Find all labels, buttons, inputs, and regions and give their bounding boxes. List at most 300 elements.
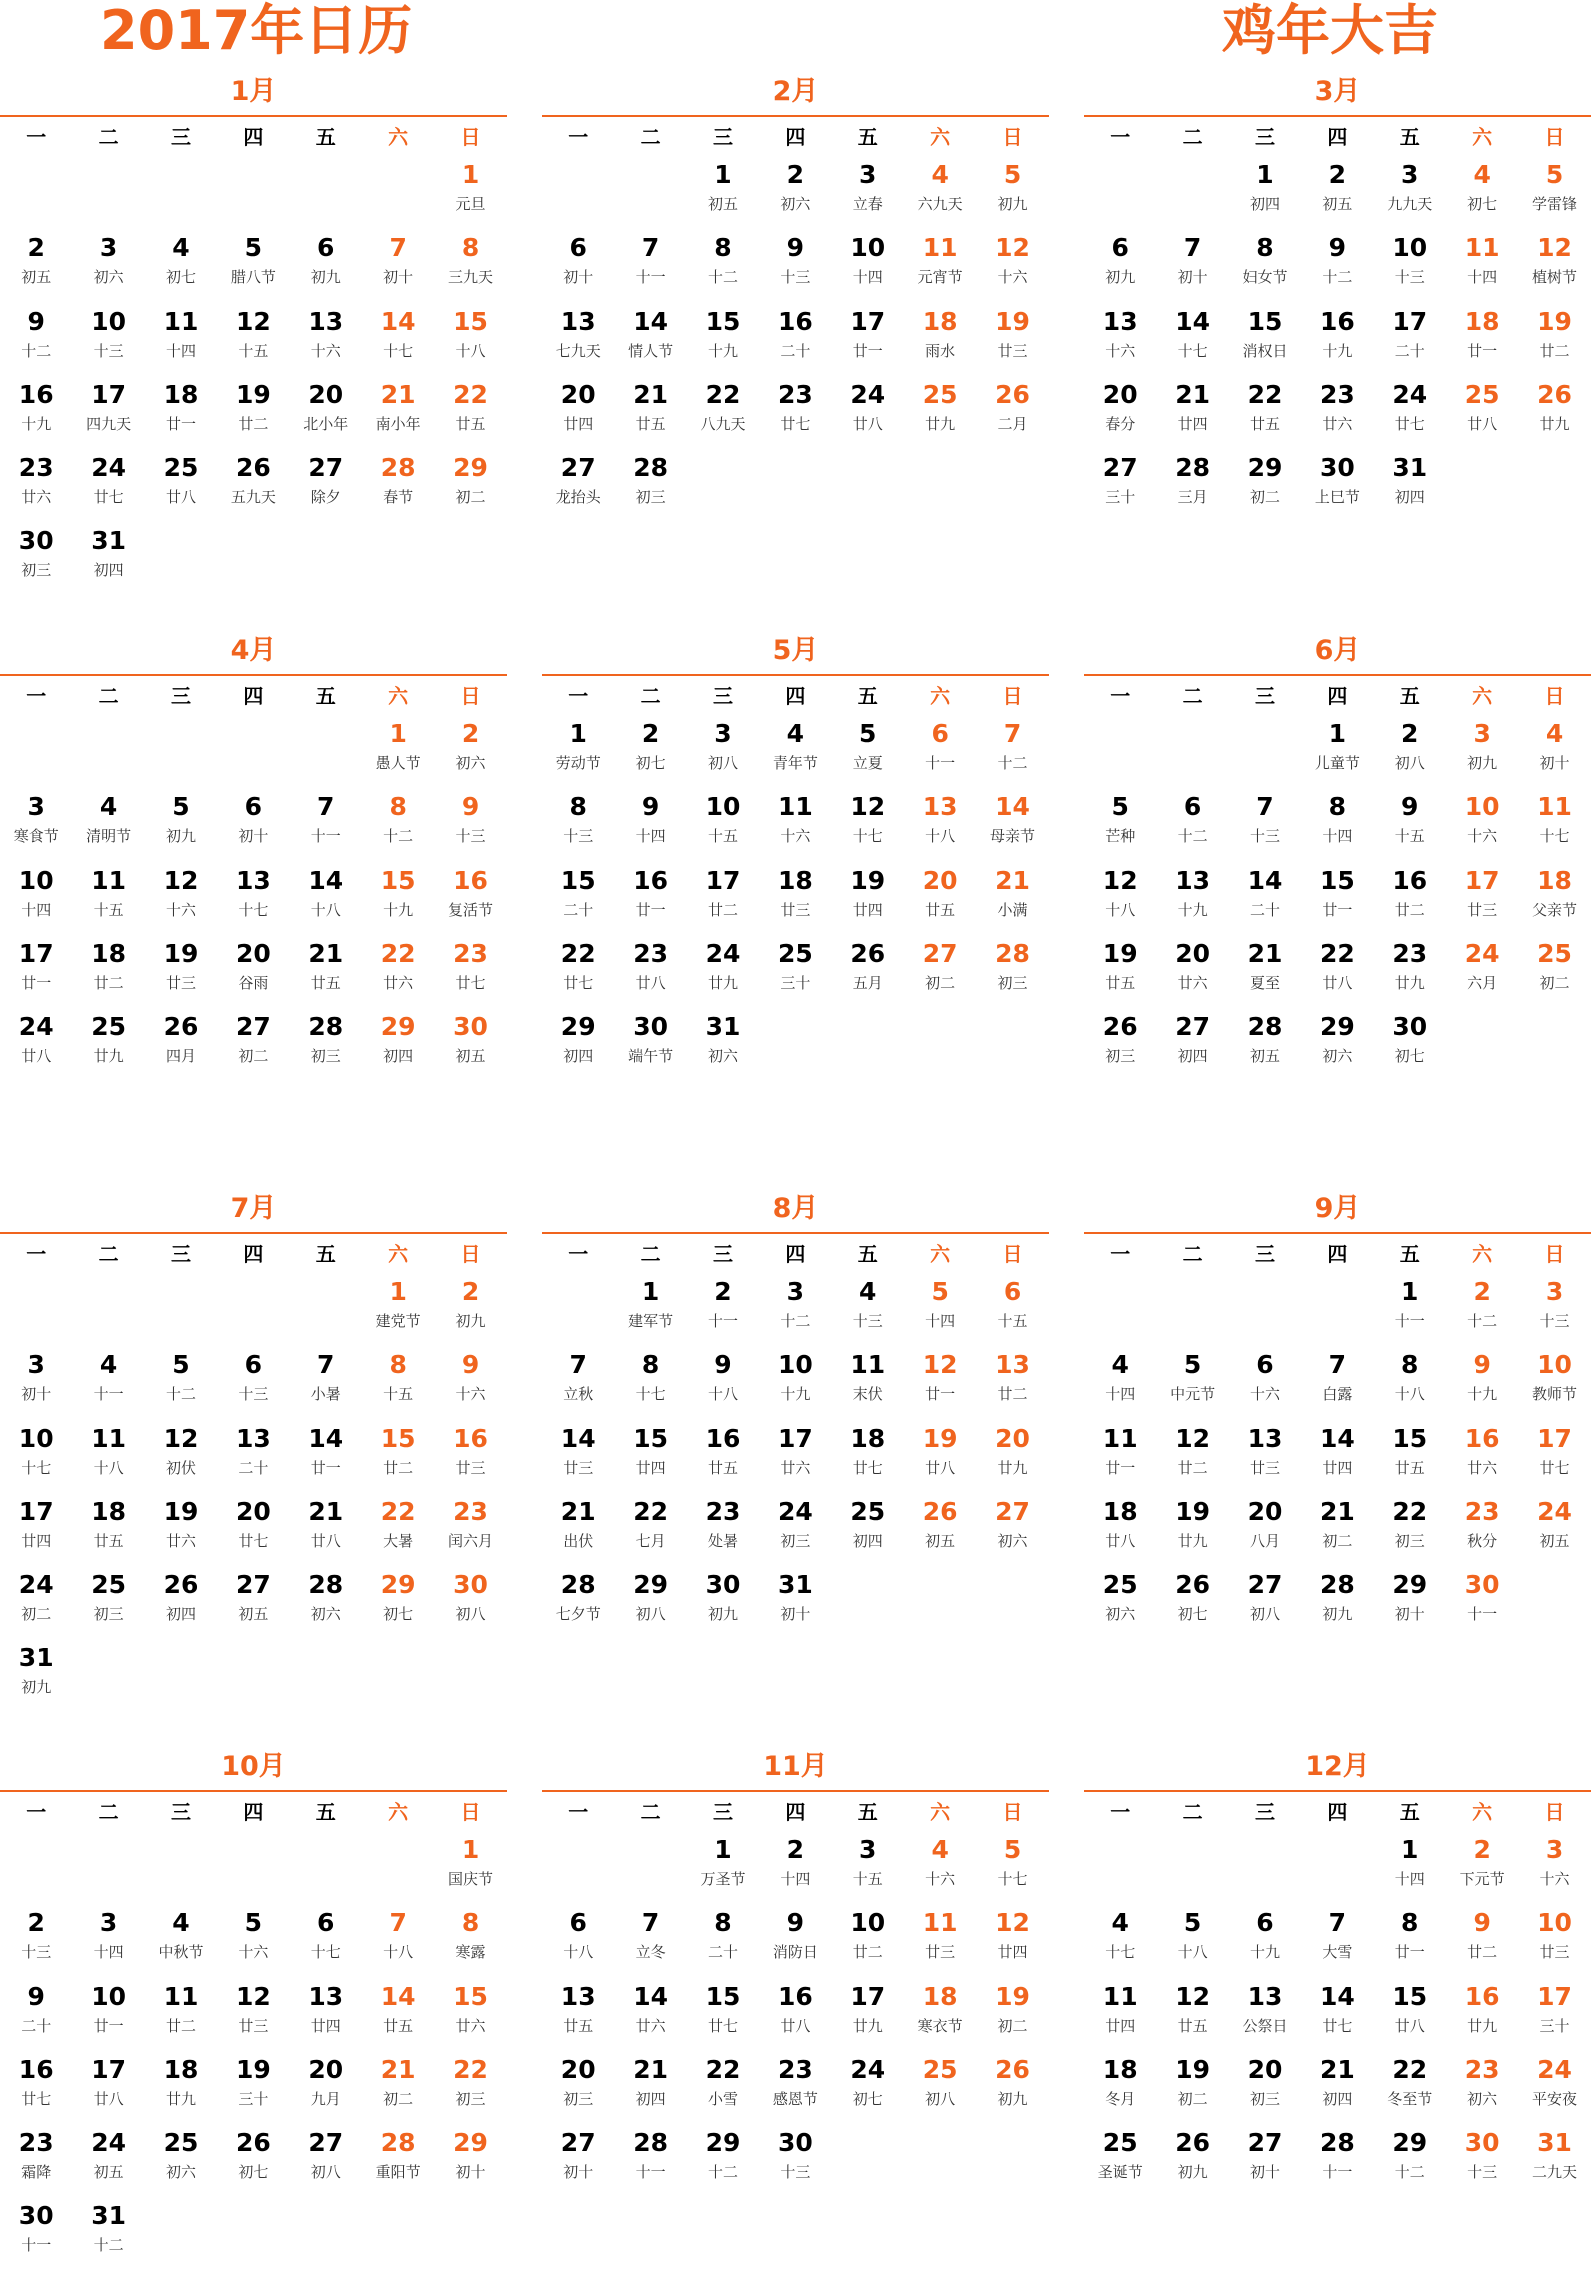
weekday-label: 四 — [785, 125, 806, 149]
weekday-header — [542, 1234, 1049, 1274]
lunar-date: 初二 — [383, 2089, 414, 2108]
day-number: 22 — [380, 1496, 416, 1526]
weekday-label: 日 — [460, 125, 481, 149]
day-number: 1 — [569, 719, 587, 748]
lunar-date: 初十 — [455, 2163, 486, 2182]
day-number: 4 — [859, 1277, 877, 1306]
month-name: 4月 — [0, 629, 507, 676]
month-name: 1月 — [0, 70, 507, 117]
day-cell — [1518, 1274, 1590, 1347]
day-number: 30 — [1319, 453, 1355, 483]
day-cell — [614, 1979, 686, 2052]
month-name: 12月 — [1084, 1745, 1591, 1792]
lunar-date: 七月 — [635, 1531, 666, 1550]
lunar-date: 廿八 — [93, 2089, 124, 2108]
lunar-date: 廿一 — [852, 341, 883, 360]
lunar-date: 建军节 — [628, 1312, 674, 1330]
lunar-date: 建党节 — [375, 1312, 421, 1330]
day-cell — [687, 230, 759, 303]
weekday-header — [542, 117, 1049, 157]
lunar-date: 廿七 — [455, 973, 486, 992]
empty-cell — [72, 716, 144, 789]
lunar-date: 廿四 — [635, 1458, 666, 1477]
weekday-label: 六 — [930, 125, 951, 149]
day-cell — [1084, 2125, 1156, 2198]
lunar-date: 植树节 — [1532, 268, 1578, 287]
day-number: 14 — [1319, 1423, 1355, 1453]
day-cell — [976, 716, 1048, 789]
day-cell — [145, 2125, 217, 2198]
day-number: 7 — [317, 792, 335, 822]
day-number: 30 — [633, 1012, 668, 1042]
day-cell — [362, 1494, 434, 1567]
day-cell — [217, 1421, 289, 1494]
day-number: 18 — [163, 379, 199, 409]
lunar-date: 除夕 — [310, 488, 341, 507]
lunar-date: 二十 — [21, 2016, 52, 2035]
lunar-date: 二十 — [1249, 900, 1280, 919]
day-cell — [1301, 450, 1373, 523]
lunar-date: 廿三 — [780, 900, 811, 919]
day-number: 29 — [1392, 1570, 1428, 1600]
day-number: 21 — [633, 2054, 668, 2084]
lunar-date: 初三 — [21, 561, 52, 580]
day-number: 3 — [1473, 719, 1491, 748]
day-number: 13 — [308, 306, 344, 336]
day-number: 29 — [1319, 1012, 1355, 1042]
days-grid — [542, 1832, 1049, 2198]
day-number: 3 — [99, 1908, 118, 1938]
weekday-label: 三 — [712, 1800, 733, 1824]
weekday-label: 五 — [857, 684, 878, 708]
day-number: 18 — [922, 1981, 958, 2011]
day-number: 14 — [560, 1423, 596, 1453]
day-cell — [362, 304, 434, 377]
day-cell — [1446, 1979, 1518, 2052]
weekday-label: 二 — [1182, 125, 1203, 149]
day-cell — [904, 304, 976, 377]
lunar-date: 初六 — [1105, 1605, 1136, 1624]
day-cell — [976, 1832, 1048, 1905]
lunar-date: 末伏 — [852, 1385, 883, 1404]
lunar-date: 十六 — [780, 827, 811, 846]
lunar-date: 初十 — [1177, 268, 1208, 287]
day-number: 20 — [1102, 379, 1138, 409]
weekday-label: 一 — [1110, 125, 1131, 149]
day-cell — [542, 377, 614, 450]
day-cell — [759, 716, 831, 789]
weekday-label: 二 — [1182, 684, 1203, 708]
lunar-date: 三九天 — [448, 268, 494, 287]
lunar-date: 初六 — [997, 1531, 1028, 1550]
day-number: 6 — [244, 792, 263, 822]
day-number: 1 — [1256, 160, 1274, 189]
day-cell — [0, 1979, 72, 2052]
lunar-date: 十三 — [1539, 1312, 1570, 1330]
lunar-date: 廿五 — [383, 2016, 414, 2035]
day-cell — [904, 1347, 976, 1420]
lunar-date: 廿二 — [383, 1458, 414, 1477]
day-cell — [1301, 304, 1373, 377]
day-cell — [0, 1421, 72, 1494]
day-number: 23 — [705, 1496, 741, 1526]
lunar-date: 廿六 — [1467, 1458, 1498, 1477]
day-cell — [542, 450, 614, 523]
day-cell — [832, 230, 904, 303]
empty-cell — [72, 157, 144, 230]
lunar-date: 廿四 — [310, 2016, 341, 2035]
day-number: 10 — [91, 306, 126, 336]
lunar-date: 立夏 — [852, 754, 883, 772]
day-number: 1 — [714, 1835, 732, 1864]
day-cell — [1156, 1421, 1228, 1494]
lunar-date: 十四 — [925, 1312, 956, 1330]
day-number: 9 — [641, 792, 660, 822]
weekday-label: 一 — [1110, 684, 1131, 708]
day-number: 23 — [1464, 1496, 1500, 1526]
day-cell — [1518, 1421, 1590, 1494]
day-cell — [759, 1567, 831, 1640]
lunar-date: 芒种 — [1105, 827, 1136, 846]
empty-cell — [0, 1274, 72, 1347]
day-number: 7 — [641, 1908, 660, 1938]
day-number: 9 — [786, 1908, 805, 1938]
lunar-date: 廿四 — [21, 1531, 52, 1550]
day-number: 14 — [1247, 865, 1283, 895]
lunar-date: 春分 — [1105, 414, 1136, 433]
day-cell — [1229, 1905, 1301, 1978]
weekday-label: 五 — [315, 1242, 336, 1266]
day-cell — [759, 1494, 831, 1567]
day-number: 30 — [453, 1570, 488, 1600]
day-cell — [1156, 789, 1228, 862]
empty-cell — [290, 1832, 362, 1905]
day-number: 11 — [163, 1981, 199, 2011]
day-number: 27 — [308, 2128, 344, 2158]
lunar-date: 二十 — [1394, 341, 1425, 360]
day-number: 11 — [922, 233, 958, 263]
weekday-label: 六 — [388, 1242, 409, 1266]
lunar-date: 初六 — [455, 754, 486, 772]
lunar-date: 廿六 — [21, 488, 52, 507]
day-number: 17 — [1392, 306, 1428, 336]
day-cell — [1446, 377, 1518, 450]
day-cell — [1301, 1009, 1373, 1082]
lunar-date: 初六 — [1467, 2089, 1498, 2108]
day-number: 14 — [1319, 1981, 1355, 2011]
day-number: 7 — [1003, 719, 1022, 748]
lunar-date: 初五 — [1322, 195, 1353, 213]
day-number: 1 — [389, 719, 407, 748]
day-cell — [1374, 2125, 1446, 2198]
lunar-date: 廿三 — [563, 1458, 594, 1477]
weekday-label: 六 — [1472, 1800, 1493, 1824]
lunar-date: 十三 — [455, 827, 486, 846]
day-cell — [290, 2125, 362, 2198]
day-cell — [1374, 789, 1446, 862]
day-number: 12 — [1175, 1423, 1210, 1453]
day-cell — [290, 1347, 362, 1420]
day-number: 27 — [235, 1570, 271, 1600]
day-number: 3 — [859, 1835, 877, 1864]
day-cell — [1156, 2052, 1228, 2125]
lunar-date: 廿九 — [165, 2089, 196, 2108]
weekday-label: 二 — [640, 1242, 661, 1266]
day-number: 16 — [705, 1423, 741, 1453]
lunar-date: 小暑 — [310, 1385, 341, 1404]
lunar-date: 初四 — [93, 561, 124, 580]
day-cell — [290, 789, 362, 862]
day-number: 17 — [18, 1496, 54, 1526]
day-cell — [1446, 2052, 1518, 2125]
lunar-date: 廿三 — [455, 1458, 486, 1477]
day-number: 2 — [1473, 1835, 1491, 1864]
month-name: 6月 — [1084, 629, 1591, 676]
lunar-date: 廿三 — [1467, 900, 1498, 919]
day-number: 3 — [99, 233, 118, 263]
day-cell — [1374, 1421, 1446, 1494]
day-number: 15 — [560, 865, 596, 895]
weekday-label: 二 — [98, 1242, 119, 1266]
lunar-date: 初五 — [21, 268, 52, 287]
lunar-date: 初十 — [238, 827, 269, 846]
day-cell — [1374, 863, 1446, 936]
day-number: 13 — [308, 1981, 344, 2011]
lunar-date: 大暑 — [383, 1531, 414, 1550]
day-number: 22 — [705, 379, 741, 409]
lunar-date: 复活节 — [448, 900, 494, 919]
lunar-date: 学雷锋 — [1532, 195, 1578, 213]
day-cell — [614, 1567, 686, 1640]
day-cell — [687, 1421, 759, 1494]
day-number: 25 — [777, 938, 813, 968]
day-number: 5 — [1183, 1908, 1202, 1938]
day-number: 8 — [461, 233, 480, 263]
day-number: 24 — [91, 2128, 126, 2158]
lunar-date: 初四 — [852, 1531, 883, 1550]
lunar-date: 廿一 — [165, 414, 196, 433]
day-number: 18 — [850, 1423, 886, 1453]
weekday-label: 三 — [1254, 684, 1275, 708]
empty-cell — [1229, 716, 1301, 789]
lunar-date: 龙抬头 — [555, 488, 601, 507]
day-cell — [1084, 1009, 1156, 1082]
day-cell — [1156, 450, 1228, 523]
day-number: 29 — [560, 1012, 596, 1042]
day-number: 3 — [1401, 160, 1419, 189]
weekday-header — [0, 117, 507, 157]
day-number: 28 — [633, 453, 668, 483]
day-cell — [290, 1009, 362, 1082]
day-number: 12 — [235, 1981, 271, 2011]
empty-cell — [217, 716, 289, 789]
day-number: 8 — [569, 792, 587, 822]
day-cell — [904, 716, 976, 789]
day-cell — [976, 1494, 1048, 1567]
day-cell — [1518, 863, 1590, 936]
lunar-date: 初六 — [707, 1047, 738, 1066]
day-cell — [542, 1494, 614, 1567]
day-number: 17 — [18, 938, 54, 968]
day-cell — [290, 450, 362, 523]
weekday-label: 二 — [640, 125, 661, 149]
day-cell — [1229, 230, 1301, 303]
day-number: 21 — [380, 2054, 416, 2084]
lunar-date: 十九 — [1249, 1943, 1280, 1962]
lunar-date: 十二 — [1322, 268, 1353, 287]
lunar-date: 圣诞节 — [1097, 2163, 1143, 2182]
day-cell — [362, 1009, 434, 1082]
lunar-date: 初五 — [1249, 1047, 1280, 1066]
lunar-date: 初五 — [93, 2163, 124, 2182]
lunar-date: 十四 — [1394, 1870, 1425, 1888]
lunar-date: 廿八 — [165, 488, 196, 507]
day-number: 6 — [569, 233, 587, 263]
day-cell — [687, 1347, 759, 1420]
day-number: 15 — [380, 1423, 416, 1453]
lunar-date: 初二 — [1539, 973, 1570, 992]
day-cell — [1374, 157, 1446, 230]
day-number: 15 — [1392, 1423, 1428, 1453]
lunar-date: 七九天 — [555, 341, 601, 360]
day-number: 2 — [461, 719, 480, 748]
day-cell — [1084, 2052, 1156, 2125]
day-cell — [1229, 450, 1301, 523]
day-cell — [904, 377, 976, 450]
day-cell — [217, 304, 289, 377]
lunar-date: 廿四 — [1322, 1458, 1353, 1477]
day-cell — [1518, 1494, 1590, 1567]
day-number: 4 — [1111, 1908, 1129, 1938]
day-cell — [1229, 1009, 1301, 1082]
lunar-date: 廿二 — [1394, 900, 1425, 919]
lunar-date: 十九 — [1322, 341, 1353, 360]
day-cell — [904, 789, 976, 862]
day-number: 12 — [163, 1423, 199, 1453]
day-number: 17 — [1537, 1981, 1572, 2011]
empty-cell — [145, 716, 217, 789]
lunar-date: 廿八 — [310, 1531, 341, 1550]
day-cell — [687, 157, 759, 230]
lunar-date: 十一 — [1467, 1605, 1498, 1624]
day-cell — [1301, 230, 1373, 303]
day-cell — [72, 2198, 144, 2271]
weekday-label: 日 — [1002, 125, 1023, 149]
empty-cell — [0, 1832, 72, 1905]
lunar-date: 廿一 — [1322, 900, 1353, 919]
weekday-label: 五 — [315, 684, 336, 708]
day-number: 23 — [777, 2054, 813, 2084]
day-cell — [542, 1347, 614, 1420]
day-number: 10 — [1537, 1350, 1572, 1380]
lunar-date: 初二 — [1249, 488, 1280, 507]
day-cell — [362, 1905, 434, 1978]
lunar-date: 春节 — [383, 488, 414, 507]
day-cell — [687, 1832, 759, 1905]
day-cell — [1301, 716, 1373, 789]
lunar-date: 廿三 — [165, 973, 196, 992]
lunar-date: 十五 — [93, 900, 124, 919]
day-number: 18 — [91, 1496, 126, 1526]
day-number: 19 — [995, 1981, 1030, 2011]
day-number: 1 — [641, 1277, 660, 1306]
day-cell — [290, 1494, 362, 1567]
lunar-date: 初十 — [1249, 2163, 1280, 2182]
lunar-date: 初七 — [852, 2089, 883, 2108]
lunar-date: 南小年 — [375, 414, 421, 433]
lunar-date: 初二 — [455, 488, 486, 507]
lunar-date: 廿五 — [455, 414, 486, 433]
day-number: 10 — [1464, 792, 1500, 822]
day-number: 16 — [777, 1981, 813, 2011]
day-cell — [1084, 1905, 1156, 1978]
weekday-label: 三 — [712, 684, 733, 708]
month-block — [542, 1187, 1049, 1640]
lunar-date: 十五 — [1394, 827, 1425, 846]
lunar-date: 重阳节 — [375, 2163, 421, 2182]
lunar-date: 廿三 — [997, 341, 1028, 360]
lunar-date: 初六 — [780, 195, 811, 213]
day-number: 19 — [235, 2054, 271, 2084]
day-number: 5 — [1003, 160, 1022, 189]
day-number: 21 — [1175, 379, 1210, 409]
day-cell — [1084, 1494, 1156, 1567]
lunar-date: 初九 — [1105, 268, 1136, 287]
lunar-date: 廿七 — [1539, 1458, 1570, 1477]
day-number: 1 — [714, 160, 732, 189]
day-number: 25 — [163, 453, 199, 483]
lunar-date: 十八 — [383, 1943, 414, 1962]
day-number: 6 — [317, 233, 335, 263]
day-cell — [542, 1979, 614, 2052]
day-number: 24 — [1392, 379, 1428, 409]
lunar-date: 初四 — [635, 2089, 666, 2108]
day-cell — [687, 1009, 759, 1082]
day-cell — [1374, 230, 1446, 303]
day-number: 16 — [633, 865, 668, 895]
day-number: 16 — [1464, 1423, 1500, 1453]
lunar-date: 十七 — [1177, 341, 1208, 360]
day-number: 20 — [922, 865, 958, 895]
day-number: 12 — [850, 792, 886, 822]
empty-cell — [1084, 1274, 1156, 1347]
lunar-date: 初二 — [997, 2016, 1028, 2035]
lunar-date: 廿二 — [1177, 1458, 1208, 1477]
day-number: 5 — [172, 1350, 190, 1380]
lunar-date: 谷雨 — [238, 973, 269, 992]
day-cell — [1518, 936, 1590, 1009]
lunar-date: 处暑 — [707, 1531, 738, 1550]
day-cell — [1156, 1494, 1228, 1567]
empty-cell — [1301, 1832, 1373, 1905]
day-number: 14 — [380, 306, 416, 336]
lunar-date: 十八 — [925, 827, 956, 846]
lunar-date: 初七 — [238, 2163, 269, 2182]
day-number: 1 — [461, 160, 480, 189]
day-number: 10 — [91, 1981, 126, 2011]
day-cell — [1229, 1979, 1301, 2052]
day-cell — [832, 157, 904, 230]
lunar-date: 十八 — [707, 1385, 738, 1404]
day-cell — [290, 304, 362, 377]
day-cell — [217, 377, 289, 450]
day-number: 9 — [461, 1350, 480, 1380]
day-number: 15 — [1319, 865, 1355, 895]
days-grid — [0, 1274, 507, 1714]
day-cell — [434, 1905, 506, 1978]
lunar-date: 初三 — [635, 488, 666, 507]
day-cell — [434, 450, 506, 523]
